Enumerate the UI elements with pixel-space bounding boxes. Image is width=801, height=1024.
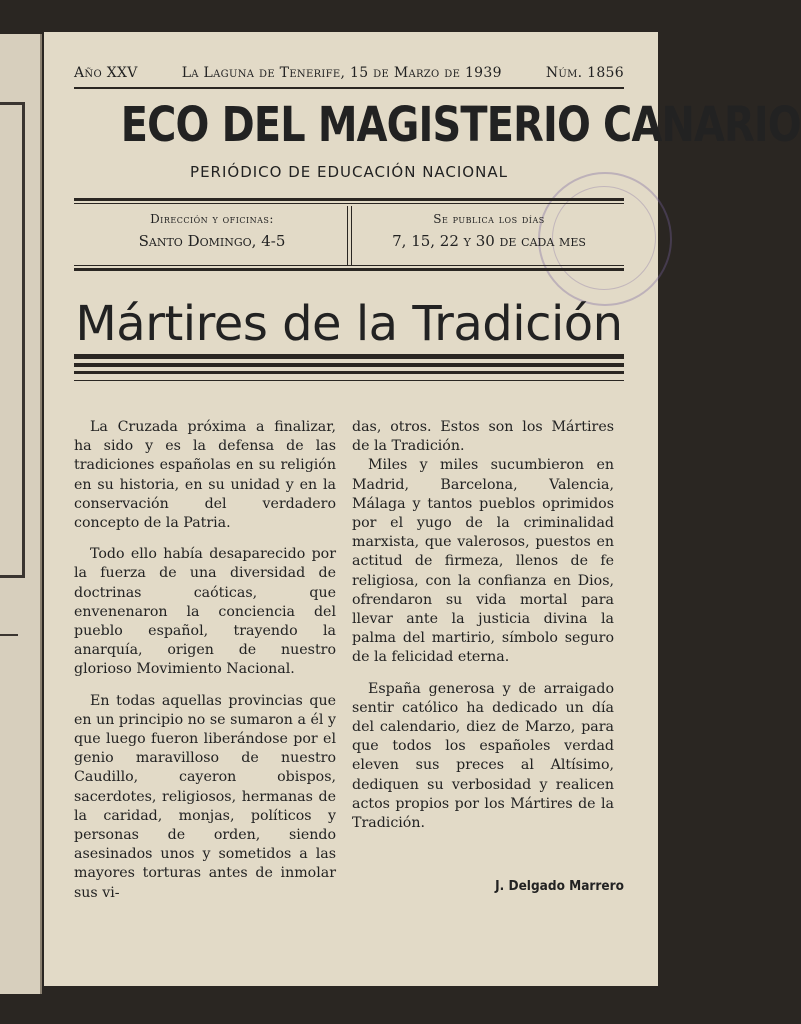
article-paragraph-continuation: das, otros. Estos son los Mártires de la Tradición. [352,419,614,455]
title-rule-1 [74,354,624,359]
title-rule-3 [74,371,624,374]
info-rule-bottom [74,268,624,271]
article-paragraph: España generosa y de arraigado sentir católico ha dedicado un día del calendario, diez de Marzo, para que todos los españoles verdad eleven sus preces al Altísimo, dediquen su verbosidad y realicen actos propios por los Mártires de la Tradición. [352,680,614,832]
issue-number: Núm. 1856 [545,65,624,81]
address-value: Santo Domingo, 4-5 [138,232,286,250]
info-rule-top-thin [74,203,624,204]
article-title: Mártires de la Tradición [75,296,623,352]
header-rule-top [74,87,624,89]
address-block [74,208,350,264]
article-paragraph: Miles y miles sucumbieron en Madrid, Barcelona, Valencia, Málaga y tantos pueblos oprimidos por el yugo de la criminalidad marxista, que valerosos, puestos en actitud de firmeza, llenos de fe religiosa, con la confianza en Dios, ofrendaron su vida mortal para llevar ante la justicia divina la palma del martirio, símbolo seguro de la felicidad eterna. [352,457,614,666]
title-rule-2 [74,363,624,367]
masthead-subtitle: PERIÓDICO DE EDUCACIÓN NACIONAL [190,163,508,181]
schedule-label: Se publica los días [433,212,545,226]
article-column-left [74,418,336,915]
title-rule-4 [74,380,624,381]
info-divider [347,206,352,266]
issue-date: La Laguna de Tenerife, 15 de Marzo de 1939 [181,65,502,81]
schedule-block [354,208,624,264]
info-rule-bottom-thin [74,265,624,266]
article-paragraph: En todas aquellas provincias que en un principio no se sumaron a él y que luego fueron liberándose por el genio maravilloso de nuestro Caudillo, cayeron obispos, sacerdotes, religiosos, hermanas de la caridad, monjas, políticos y personas de orden, siendo asesinados unos y sometidos a las mayores torturas antes de inmolar sus vi- [74,692,336,901]
article-paragraph: Todo ello había desaparecido por la fuerza de una diversidad de doctrinas caóticas, que envenenaron la conciencia del pueblo español, trayendo la anarquía, origen de nuestro glorioso Movimiento Nacional. [74,546,336,678]
issue-meta-row [74,62,624,84]
address-label: Dirección y oficinas: [150,212,274,226]
schedule-value: 7, 15, 22 y 30 de cada mes [392,232,586,250]
newspaper-page [44,32,801,986]
adjacent-page-rule [0,634,18,636]
article-column-right [352,418,614,845]
issue-year: Año XXV [74,65,138,81]
masthead-title: ECO DEL MAGISTERIO CANARIO [120,97,801,153]
adjacent-page-edge [0,34,42,994]
adjacent-page-border [0,102,25,578]
article-paragraph: La Cruzada próxima a finalizar, ha sido y es la defensa de las tradiciones españolas en su religión en su historia, en su unidad y en la conservación del verdadero concepto de la Patria. [74,419,336,532]
article-author: J. Delgado Marrero [495,878,624,894]
info-rule-top [74,198,624,201]
